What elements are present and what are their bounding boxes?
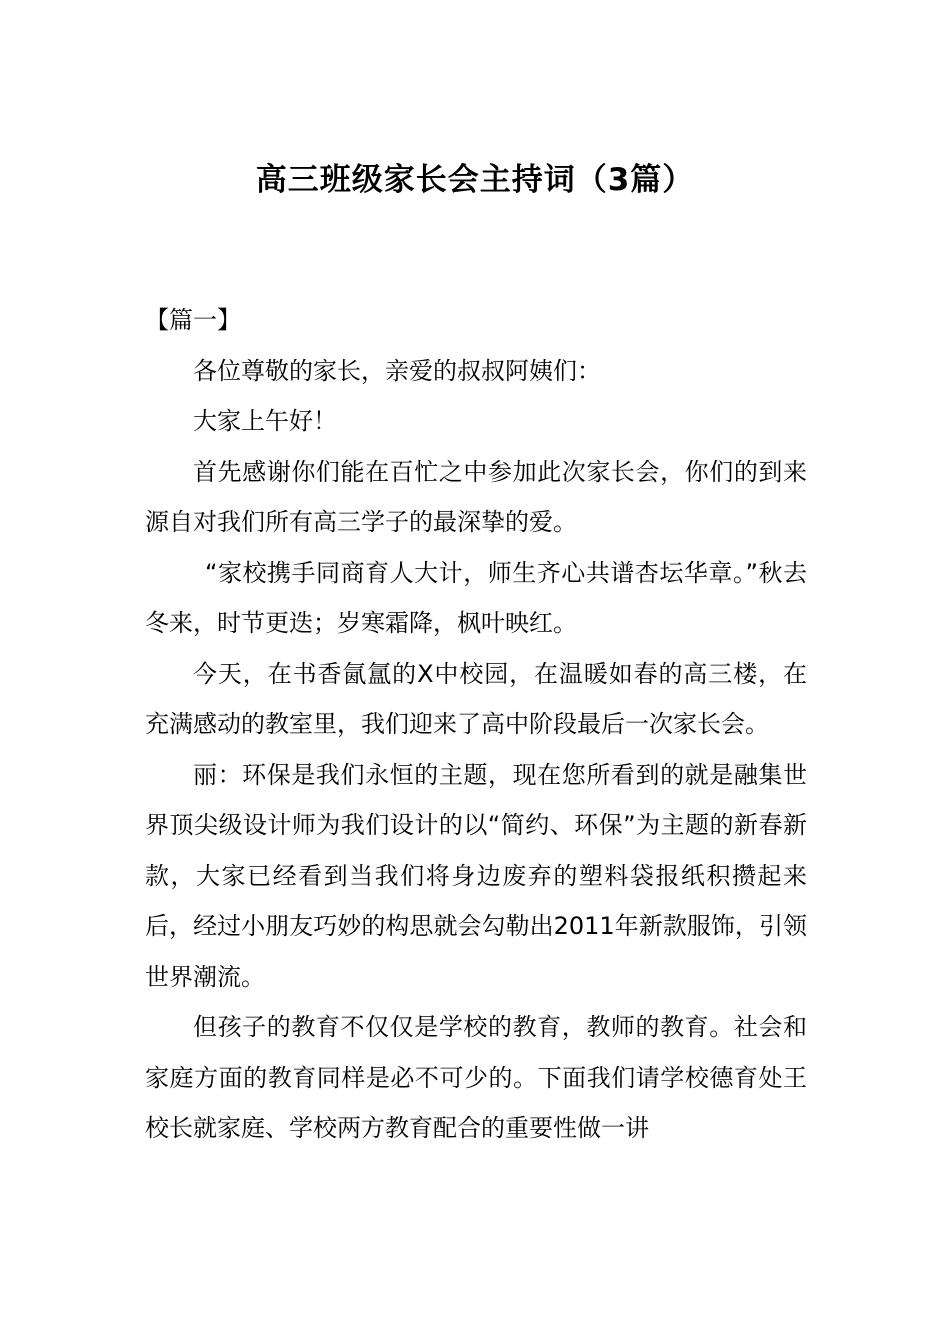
paragraph-thanks: 首先感谢你们能在百忙之中参加此次家长会，你们的到来源自对我们所有高三学子的最深挚的爱。 [145,457,807,536]
paragraph-quote: “家校携手同商育人大计，师生齐心共谱杏坛华章。”秋去冬来，时节更迭；岁寒霜降，枫叶映红。 [145,558,807,637]
paragraph-environment: 丽：环保是我们永恒的主题，现在您所看到的就是融集世界顶尖级设计师为我们设计的以“简约、环保”为主题的新春新款，大家已经看到当我们将身边废弃的塑料袋报纸积攒起来后，经过小朋友巧妙的构思就会勾勒出2011年新款服饰，引领世界潮流。 [145,760,807,991]
paragraph-education: 但孩子的教育不仅仅是学校的教育，教师的教育。社会和家庭方面的教育同样是必不可少的。下面我们请学校德育处王校长就家庭、学校两方教育配合的重要性做一讲 [145,1013,807,1142]
document-body [145,295,807,1154]
paragraph-good-morning: 大家上午好！ [193,407,337,435]
section-heading: 【篇一】 [145,306,241,334]
paragraph-greeting: 各位尊敬的家长，亲爱的叔叔阿姨们： [193,356,601,385]
document-title: 高三班级家长会主持词（3篇） [255,162,695,198]
paragraph-today: 今天，在书香氤氲的X中校园，在温暖如春的高三楼，在充满感动的教室里，我们迎来了高中阶段最后一次家长会。 [145,659,807,738]
